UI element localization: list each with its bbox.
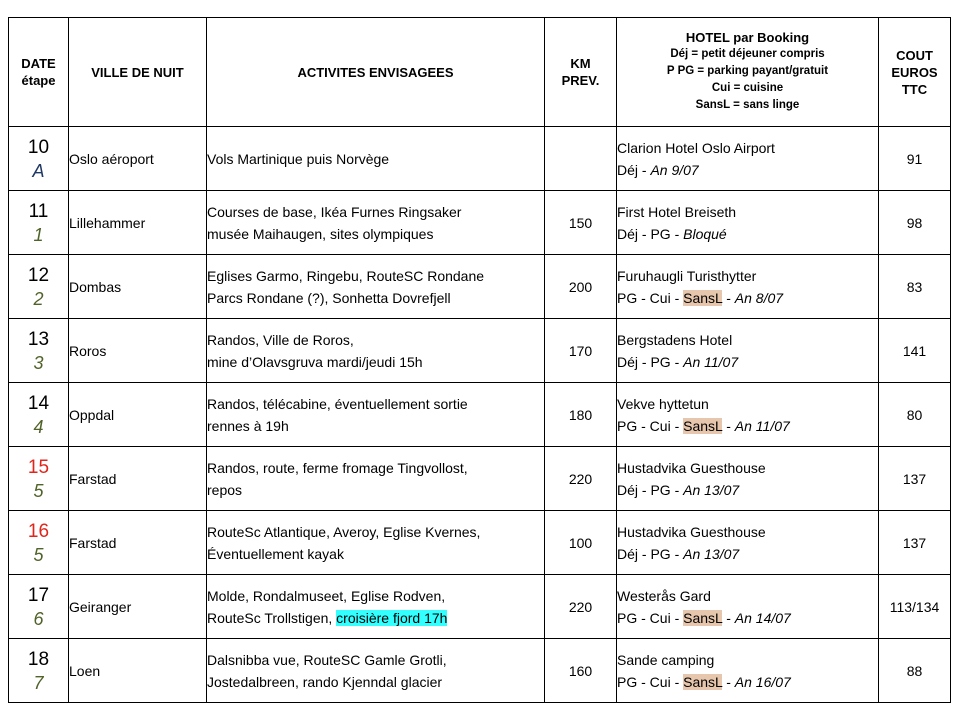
km-cell	[545, 127, 617, 191]
itinerary-table	[8, 17, 951, 703]
hotel-cell: Clarion Hotel Oslo Airport Déj - An 9/07	[617, 127, 879, 191]
cost-cell: 83	[879, 255, 951, 319]
city-cell: Dombas	[69, 255, 207, 319]
sansl-highlight: SansL	[683, 289, 723, 306]
activities-cell: Courses de base, Ikéa Furnes Ringsaker musée Maihaugen, sites olympiques	[207, 191, 545, 255]
booking-status: An 9/07	[650, 161, 699, 178]
hotel-cell: Bergstadens Hotel Déj - PG - An 11/07	[617, 319, 879, 383]
date-cell	[9, 447, 69, 511]
cost-cell: 113/134	[879, 575, 951, 639]
cost-cell: 98	[879, 191, 951, 255]
hotel-name: Hustadvika Guesthouse	[617, 459, 766, 476]
table-row	[9, 191, 951, 255]
booking-status: An 14/07	[734, 609, 791, 626]
booking-status: An 11/07	[683, 353, 739, 370]
km-cell: 170	[545, 319, 617, 383]
city-cell: Lillehammer	[69, 191, 207, 255]
km-cell: 220	[545, 447, 617, 511]
stage-letter: 5	[33, 544, 44, 565]
city-cell: Oppdal	[69, 383, 207, 447]
date-cell	[9, 639, 69, 703]
km-cell: 200	[545, 255, 617, 319]
activities-cell: RouteSc Atlantique, Averoy, Eglise Kvernes, Éventuellement kayak	[207, 511, 545, 575]
day-number: 14	[27, 392, 50, 414]
table-row	[9, 511, 951, 575]
cost-cell: 137	[879, 447, 951, 511]
hotel-name: Vekve hyttetun	[617, 395, 709, 412]
stage-letter: 7	[33, 672, 44, 693]
hotel-name: Hustadvika Guesthouse	[617, 523, 766, 540]
hotel-name: Furuhaugli Turisthytter	[617, 267, 757, 284]
table-row	[9, 319, 951, 383]
city-cell: Geiranger	[69, 575, 207, 639]
booking-status: An 16/07	[734, 673, 791, 690]
header-city: VILLE DE NUIT	[69, 18, 207, 127]
stage-letter: 5	[33, 480, 44, 501]
hotel-name: First Hotel Breiseth	[617, 203, 737, 220]
day-number: 10	[27, 136, 50, 158]
highlight-cruise: croisière fjord 17h	[336, 609, 448, 626]
city-cell: Loen	[69, 639, 207, 703]
table-row	[9, 639, 951, 703]
hotel-cell: First Hotel Breiseth Déj - PG - Bloqué	[617, 191, 879, 255]
cost-cell: 80	[879, 383, 951, 447]
date-cell	[9, 511, 69, 575]
stage-letter: 3	[33, 352, 44, 373]
date-cell	[9, 575, 69, 639]
header-km: KM PREV.	[545, 18, 617, 127]
day-number: 12	[27, 264, 50, 286]
activities-cell: Randos, Ville de Roros, mine d’Olavsgruva mardi/jeudi 15h	[207, 319, 545, 383]
cost-cell: 88	[879, 639, 951, 703]
city-cell: Farstad	[69, 447, 207, 511]
header-row	[9, 18, 951, 127]
stage-letter: 2	[33, 288, 44, 309]
header-date: DATE étape	[9, 18, 69, 127]
hotel-name: Sande camping	[617, 651, 715, 668]
hotel-name: Bergstadens Hotel	[617, 331, 733, 348]
city-cell: Farstad	[69, 511, 207, 575]
date-cell	[9, 191, 69, 255]
activities-cell: Randos, télécabine, éventuellement sortie rennes à 19h	[207, 383, 545, 447]
activities-cell: Molde, Rondalmuseet, Eglise Rodven, RouteSc Trollstigen, croisière fjord 17h	[207, 575, 545, 639]
hotel-cell: Westerås Gard PG - Cui - SansL - An 14/07	[617, 575, 879, 639]
city-cell: Oslo aéroport	[69, 127, 207, 191]
day-number: 18	[27, 648, 50, 670]
activities-cell: Eglises Garmo, Ringebu, RouteSC Rondane Parcs Rondane (?), Sonhetta Dovrefjell	[207, 255, 545, 319]
hotel-name: Westerås Gard	[617, 587, 711, 604]
activities-cell: Vols Martinique puis Norvège	[207, 127, 545, 191]
km-cell: 100	[545, 511, 617, 575]
cost-cell: 141	[879, 319, 951, 383]
hotel-cell: Vekve hyttetun PG - Cui - SansL - An 11/07	[617, 383, 879, 447]
table-row	[9, 447, 951, 511]
sansl-highlight: SansL	[683, 609, 723, 626]
header-hotel: HOTEL par Booking Déj = petit déjeuner compris P PG = parking payant/gratuit Cui = cuisine SansL = sans linge	[617, 18, 879, 127]
sansl-highlight: SansL	[683, 673, 723, 690]
hotel-cell: Furuhaugli Turisthytter PG - Cui - SansL - An 8/07	[617, 255, 879, 319]
day-number: 11	[28, 200, 49, 222]
day-number: 17	[27, 584, 50, 606]
day-number: 16	[27, 520, 50, 542]
stage-letter: 6	[33, 608, 44, 629]
km-cell: 150	[545, 191, 617, 255]
stage-letter: 1	[33, 224, 44, 245]
booking-status: An 13/07	[683, 545, 740, 562]
table-row	[9, 383, 951, 447]
table-row	[9, 127, 951, 191]
km-cell: 220	[545, 575, 617, 639]
booking-status: Bloqué	[683, 225, 727, 242]
city-cell: Roros	[69, 319, 207, 383]
hotel-cell: Sande camping PG - Cui - SansL - An 16/07	[617, 639, 879, 703]
date-cell	[9, 383, 69, 447]
booking-status: An 11/07	[734, 417, 790, 434]
km-cell: 160	[545, 639, 617, 703]
table-row	[9, 255, 951, 319]
table-row	[9, 575, 951, 639]
cost-cell: 137	[879, 511, 951, 575]
date-cell	[9, 127, 69, 191]
stage-letter: A	[32, 160, 45, 181]
header-activities: ACTIVITES ENVISAGEES	[207, 18, 545, 127]
hotel-name: Clarion Hotel Oslo Airport	[617, 139, 775, 156]
booking-status: An 13/07	[683, 481, 740, 498]
day-number: 15	[27, 456, 50, 478]
sansl-highlight: SansL	[683, 417, 723, 434]
day-number: 13	[27, 328, 50, 350]
stage-letter: 4	[33, 416, 44, 437]
activities-cell: Randos, route, ferme fromage Tingvollost, repos	[207, 447, 545, 511]
date-cell	[9, 255, 69, 319]
hotel-cell: Hustadvika Guesthouse Déj - PG - An 13/07	[617, 447, 879, 511]
cost-cell: 91	[879, 127, 951, 191]
date-cell	[9, 319, 69, 383]
activities-cell: Dalsnibba vue, RouteSC Gamle Grotli, Jostedalbreen, rando Kjenndal glacier	[207, 639, 545, 703]
booking-status: An 8/07	[734, 289, 784, 306]
km-cell: 180	[545, 383, 617, 447]
header-cost: COUT EUROS TTC	[879, 18, 951, 127]
hotel-cell: Hustadvika Guesthouse Déj - PG - An 13/07	[617, 511, 879, 575]
